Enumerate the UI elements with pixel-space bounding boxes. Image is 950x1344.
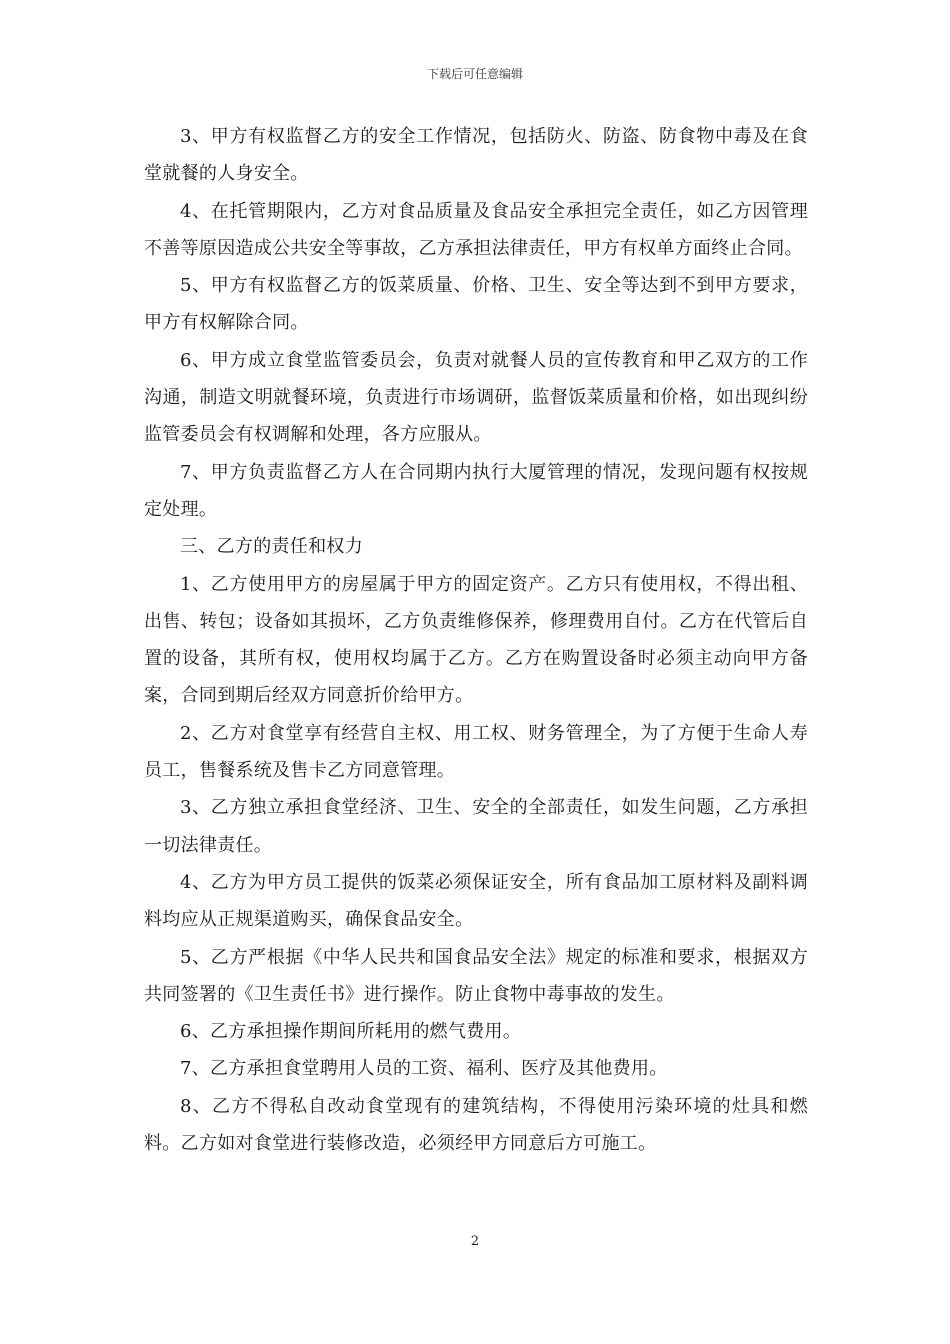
paragraph-b3-responsibility: 3、乙方独立承担食堂经济、卫生、安全的全部责任，如发生问题，乙方承担一切法律责任。 xyxy=(144,797,808,856)
paragraph-b2-autonomy: 2、乙方对食堂享有经营自主权、用工权、财务管理全，为了方便于生命人寿员工，售餐系统及售卡乙方同意管理。 xyxy=(144,722,808,782)
paragraph-b8-structure: 8、乙方不得私自改动食堂现有的建筑结构，不得使用污染环境的灶具和燃料。乙方如对食堂进行装修改造，必须经甲方同意后方可施工。 xyxy=(144,1095,808,1155)
paragraph-b5-food-law: 5、乙方严根据《中华人民共和国食品安全法》规定的标准和要求，根据双方共同签署的《卫生责任书》进行操作。防止食物中毒事故的发生。 xyxy=(144,946,808,1005)
document-body xyxy=(144,118,808,1162)
paragraph-a5-price-supervision: 5、甲方有权监督乙方的饭菜质量、价格、卫生、安全等达到不到甲方要求，甲方有权解除合同。 xyxy=(144,275,808,334)
paragraph-b7-staff-costs: 7、乙方承担食堂聘用人员的工资、福利、医疗及其他费用。 xyxy=(180,1058,668,1080)
paragraph-b4-food-safety: 4、乙方为甲方员工提供的饭菜必须保证安全，所有食品加工原材料及副料调料均应从正规渠道购买，确保食品安全。 xyxy=(144,871,808,931)
section-heading-party-b: 三、乙方的责任和权力 xyxy=(180,536,363,558)
paragraph-b1-property: 1、乙方使用甲方的房屋属于甲方的固定资产。乙方只有使用权，不得出租、出售、转包；设备如其损坏，乙方负责维修保养，修理费用自付。乙方在代管后自置的设备，其所有权，使用权均属于乙方。乙方在购置设备时必须主动向甲方备案，合同到期后经双方同意折价给甲方。 xyxy=(144,573,808,707)
paragraph-b6-gas-fees: 6、乙方承担操作期间所耗用的燃气费用。 xyxy=(180,1021,522,1043)
paragraph-a7-management: 7、甲方负责监督乙方人在合同期内执行大厦管理的情况，发现问题有权按规定处理。 xyxy=(144,461,808,520)
page-number: 2 xyxy=(470,1234,480,1249)
paragraph-a3-fire-safety: 3、甲方有权监督乙方的安全工作情况，包括防火、防盗、防食物中毒及在食堂就餐的人身安全。 xyxy=(144,126,808,185)
paragraph-a4-food-quality: 4、在托管期限内，乙方对食品质量及食品安全承担完全责任，如乙方因管理不善等原因造成公共安全等事故，乙方承担法律责任，甲方有权单方面终止合同。 xyxy=(144,200,808,259)
page-header: 下载后可任意编辑 xyxy=(426,67,523,81)
paragraph-a6-committee: 6、甲方成立食堂监管委员会，负责对就餐人员的宣传教育和甲乙双方的工作沟通，制造文明就餐环境，负责进行市场调研，监督饭菜质量和价格，如出现纠纷监管委员会有权调解和处理，各方应服从。 xyxy=(144,349,808,446)
